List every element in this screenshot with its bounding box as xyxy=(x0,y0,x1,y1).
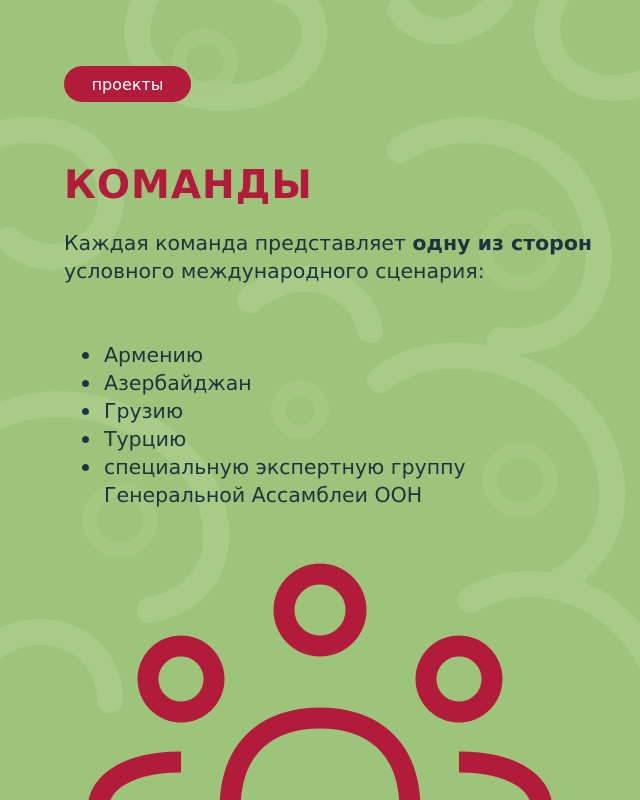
list-item-label: Грузию xyxy=(104,399,184,423)
left-person-body xyxy=(98,762,181,800)
center-person-body xyxy=(230,718,410,800)
center-person-head xyxy=(284,574,356,646)
left-person-head xyxy=(148,646,214,712)
intro-text-1: Каждая команда представляет xyxy=(64,231,413,255)
list-item-label: Азербайджан xyxy=(104,371,252,395)
right-person-head xyxy=(426,646,492,712)
category-tag: проекты xyxy=(64,66,191,102)
list-item-label: Турцию xyxy=(104,427,187,451)
right-person-body xyxy=(459,762,542,800)
intro-text-2: условного международного сценария: xyxy=(64,259,485,283)
list-item-label: специальную экспертную группу Генеральной Ассамблеи ООН xyxy=(104,455,466,507)
list-item-label: Армению xyxy=(104,343,204,367)
intro-bold-text: одну из сторон xyxy=(412,231,593,255)
page-title: КОМАНДЫ xyxy=(64,163,313,208)
